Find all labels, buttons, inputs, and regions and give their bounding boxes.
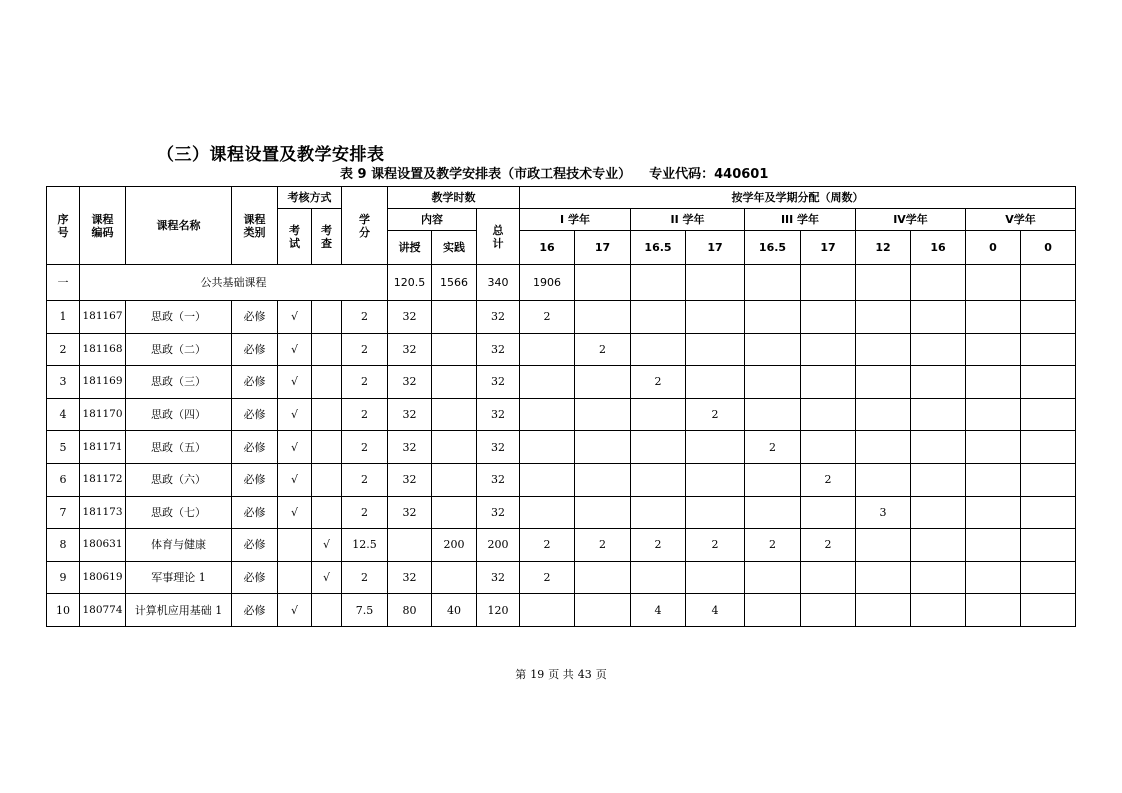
row-seq: 2 — [47, 333, 80, 366]
row-semester-weeks — [520, 496, 575, 529]
row-semester-weeks — [686, 333, 745, 366]
header-exam: 考试 — [278, 209, 312, 265]
row-semester-weeks: 2 — [575, 529, 631, 562]
table-body — [47, 265, 1076, 627]
row-semester-weeks — [575, 561, 631, 594]
row-type: 必修 — [232, 431, 278, 464]
row-semester-weeks — [631, 561, 686, 594]
row-semester-weeks — [856, 561, 911, 594]
row-semester-weeks — [575, 463, 631, 496]
table-row — [47, 333, 1076, 366]
header-week: 16.5 — [631, 231, 686, 265]
row-semester-weeks — [911, 398, 966, 431]
row-code: 181170 — [80, 398, 126, 431]
row-semester-weeks — [911, 561, 966, 594]
row-semester-weeks — [520, 398, 575, 431]
row-credit: 2 — [342, 333, 388, 366]
group-credit: 120.5 — [388, 265, 432, 301]
row-semester-weeks — [801, 301, 856, 334]
row-name: 体育与健康 — [126, 529, 232, 562]
row-practice — [432, 333, 477, 366]
row-semester-weeks: 2 — [520, 529, 575, 562]
header-year-3: III 学年 — [745, 209, 856, 231]
row-semester-weeks — [911, 496, 966, 529]
row-semester-weeks — [575, 366, 631, 399]
row-lecture: 32 — [388, 366, 432, 399]
row-semester-weeks — [631, 431, 686, 464]
row-code: 180619 — [80, 561, 126, 594]
row-name: 思政（二） — [126, 333, 232, 366]
row-check — [312, 431, 342, 464]
header-week: 17 — [801, 231, 856, 265]
header-week: 16 — [911, 231, 966, 265]
row-name: 思政（七） — [126, 496, 232, 529]
row-code: 181172 — [80, 463, 126, 496]
header-week: 16.5 — [745, 231, 801, 265]
row-semester-weeks — [966, 333, 1021, 366]
row-type: 必修 — [232, 496, 278, 529]
row-total: 32 — [477, 463, 520, 496]
row-semester-weeks — [686, 561, 745, 594]
row-semester-weeks — [801, 496, 856, 529]
major-code: 专业代码：440601 — [649, 167, 769, 182]
row-semester-weeks — [631, 496, 686, 529]
row-semester-weeks — [856, 301, 911, 334]
row-semester-weeks — [911, 594, 966, 627]
row-semester-weeks — [745, 496, 801, 529]
table-row — [47, 431, 1076, 464]
row-semester-weeks — [745, 398, 801, 431]
row-check — [312, 333, 342, 366]
row-semester-weeks — [801, 333, 856, 366]
row-lecture: 32 — [388, 463, 432, 496]
header-content: 内容 — [388, 209, 477, 231]
row-semester-weeks — [520, 463, 575, 496]
row-name: 军事理论 1 — [126, 561, 232, 594]
row-semester-weeks — [1021, 463, 1076, 496]
table-row — [47, 463, 1076, 496]
row-check: √ — [312, 529, 342, 562]
row-lecture: 32 — [388, 431, 432, 464]
row-semester-weeks: 3 — [856, 496, 911, 529]
row-type: 必修 — [232, 561, 278, 594]
row-exam: √ — [278, 463, 312, 496]
row-semester-weeks — [911, 431, 966, 464]
row-exam: √ — [278, 398, 312, 431]
row-check: √ — [312, 561, 342, 594]
row-lecture: 32 — [388, 301, 432, 334]
row-credit: 2 — [342, 366, 388, 399]
row-check — [312, 301, 342, 334]
row-semester-weeks — [911, 529, 966, 562]
row-lecture: 80 — [388, 594, 432, 627]
row-credit: 2 — [342, 463, 388, 496]
table-caption-title: 表 9 课程设置及教学安排表（市政工程技术专业） — [340, 167, 632, 182]
row-semester-weeks: 2 — [686, 529, 745, 562]
row-semester-weeks — [801, 398, 856, 431]
row-exam: √ — [278, 496, 312, 529]
row-semester-weeks — [1021, 529, 1076, 562]
row-name: 计算机应用基础 1 — [126, 594, 232, 627]
row-semester-weeks — [1021, 366, 1076, 399]
row-semester-weeks — [745, 594, 801, 627]
row-code: 181168 — [80, 333, 126, 366]
row-practice — [432, 463, 477, 496]
row-seq: 6 — [47, 463, 80, 496]
header-distribution: 按学年及学期分配（周数） — [520, 187, 1076, 209]
row-semester-weeks — [575, 301, 631, 334]
row-semester-weeks — [966, 594, 1021, 627]
table-row — [47, 496, 1076, 529]
row-total: 32 — [477, 431, 520, 464]
row-semester-weeks: 2 — [520, 561, 575, 594]
header-week: 12 — [856, 231, 911, 265]
row-semester-weeks — [1021, 561, 1076, 594]
row-semester-weeks — [966, 463, 1021, 496]
header-total: 总计 — [477, 209, 520, 265]
row-type: 必修 — [232, 301, 278, 334]
row-semester-weeks: 2 — [801, 463, 856, 496]
row-semester-weeks — [520, 594, 575, 627]
header-year-2: II 学年 — [631, 209, 745, 231]
row-seq: 4 — [47, 398, 80, 431]
row-semester-weeks — [686, 301, 745, 334]
row-semester-weeks — [966, 431, 1021, 464]
row-check — [312, 496, 342, 529]
header-week: 0 — [1021, 231, 1076, 265]
row-credit: 12.5 — [342, 529, 388, 562]
row-semester-weeks — [745, 301, 801, 334]
table-caption — [340, 163, 810, 182]
row-exam — [278, 561, 312, 594]
row-code: 181167 — [80, 301, 126, 334]
row-semester-weeks — [911, 301, 966, 334]
row-semester-weeks — [856, 594, 911, 627]
row-exam: √ — [278, 366, 312, 399]
header-check: 考查 — [312, 209, 342, 265]
row-semester-weeks — [856, 333, 911, 366]
header-year-5: V学年 — [966, 209, 1076, 231]
row-practice — [432, 561, 477, 594]
row-semester-weeks: 2 — [575, 333, 631, 366]
row-type: 必修 — [232, 594, 278, 627]
row-semester-weeks — [911, 333, 966, 366]
row-code: 181171 — [80, 431, 126, 464]
row-seq: 3 — [47, 366, 80, 399]
row-semester-weeks — [966, 301, 1021, 334]
row-semester-weeks — [745, 333, 801, 366]
row-semester-weeks — [520, 366, 575, 399]
row-total: 32 — [477, 561, 520, 594]
row-credit: 7.5 — [342, 594, 388, 627]
table-row — [47, 529, 1076, 562]
row-exam — [278, 529, 312, 562]
row-semester-weeks — [575, 496, 631, 529]
row-semester-weeks — [966, 529, 1021, 562]
row-semester-weeks — [966, 561, 1021, 594]
row-seq: 8 — [47, 529, 80, 562]
row-seq: 7 — [47, 496, 80, 529]
row-practice: 200 — [432, 529, 477, 562]
row-name: 思政（五） — [126, 431, 232, 464]
total-pages: 43 — [577, 668, 592, 681]
row-semester-weeks — [1021, 333, 1076, 366]
table-row — [47, 561, 1076, 594]
header-assess: 考核方式 — [278, 187, 342, 209]
row-credit: 2 — [342, 301, 388, 334]
row-lecture — [388, 529, 432, 562]
row-total: 32 — [477, 301, 520, 334]
course-schedule-table — [46, 186, 1076, 627]
row-name: 思政（六） — [126, 463, 232, 496]
header-practice: 实践 — [432, 231, 477, 265]
row-semester-weeks — [686, 496, 745, 529]
row-seq: 10 — [47, 594, 80, 627]
row-semester-weeks — [631, 463, 686, 496]
header-credit: 学分 — [342, 187, 388, 265]
row-total: 32 — [477, 366, 520, 399]
row-name: 思政（一） — [126, 301, 232, 334]
row-semester-weeks — [1021, 301, 1076, 334]
header-course-type: 课程类别 — [232, 187, 278, 265]
row-total: 200 — [477, 529, 520, 562]
row-check — [312, 594, 342, 627]
row-seq: 1 — [47, 301, 80, 334]
row-semester-weeks — [575, 398, 631, 431]
row-exam: √ — [278, 431, 312, 464]
row-semester-weeks — [856, 529, 911, 562]
row-semester-weeks — [631, 398, 686, 431]
row-semester-weeks: 2 — [631, 529, 686, 562]
row-semester-weeks — [1021, 431, 1076, 464]
row-code: 181173 — [80, 496, 126, 529]
row-code: 180631 — [80, 529, 126, 562]
row-semester-weeks — [966, 398, 1021, 431]
row-type: 必修 — [232, 366, 278, 399]
row-semester-weeks — [801, 431, 856, 464]
row-exam: √ — [278, 301, 312, 334]
row-semester-weeks — [911, 366, 966, 399]
row-semester-weeks — [801, 366, 856, 399]
row-semester-weeks — [1021, 496, 1076, 529]
row-practice — [432, 366, 477, 399]
row-semester-weeks — [686, 463, 745, 496]
row-practice — [432, 431, 477, 464]
row-semester-weeks — [1021, 398, 1076, 431]
group-row — [47, 265, 1076, 301]
row-semester-weeks: 2 — [745, 431, 801, 464]
row-lecture: 32 — [388, 561, 432, 594]
table-header — [47, 187, 1076, 265]
row-seq: 5 — [47, 431, 80, 464]
row-semester-weeks — [801, 561, 856, 594]
row-semester-weeks — [631, 333, 686, 366]
row-total: 120 — [477, 594, 520, 627]
header-week: 16 — [520, 231, 575, 265]
group-lecture: 1566 — [432, 265, 477, 301]
row-semester-weeks — [745, 561, 801, 594]
row-semester-weeks — [911, 463, 966, 496]
row-semester-weeks — [631, 301, 686, 334]
row-code: 180774 — [80, 594, 126, 627]
header-course-name: 课程名称 — [126, 187, 232, 265]
row-semester-weeks: 2 — [520, 301, 575, 334]
header-seq: 序号 — [47, 187, 80, 265]
row-credit: 2 — [342, 561, 388, 594]
group-seq: 一 — [47, 265, 80, 301]
row-semester-weeks — [1021, 594, 1076, 627]
group-name: 公共基础课程 — [80, 265, 388, 301]
row-name: 思政（三） — [126, 366, 232, 399]
row-semester-weeks — [575, 431, 631, 464]
row-semester-weeks — [856, 366, 911, 399]
header-week: 0 — [966, 231, 1021, 265]
header-hours: 教学时数 — [388, 187, 520, 209]
row-semester-weeks: 2 — [631, 366, 686, 399]
row-semester-weeks: 2 — [686, 398, 745, 431]
row-lecture: 32 — [388, 496, 432, 529]
table-row — [47, 301, 1076, 334]
row-practice: 40 — [432, 594, 477, 627]
row-semester-weeks — [856, 431, 911, 464]
row-semester-weeks — [856, 398, 911, 431]
row-semester-weeks — [966, 366, 1021, 399]
row-practice — [432, 496, 477, 529]
row-semester-weeks — [575, 594, 631, 627]
header-lecture: 讲授 — [388, 231, 432, 265]
row-total: 32 — [477, 398, 520, 431]
row-credit: 2 — [342, 398, 388, 431]
row-type: 必修 — [232, 398, 278, 431]
row-semester-weeks — [520, 333, 575, 366]
row-semester-weeks — [686, 431, 745, 464]
row-semester-weeks — [801, 594, 856, 627]
row-name: 思政（四） — [126, 398, 232, 431]
row-credit: 2 — [342, 496, 388, 529]
row-seq: 9 — [47, 561, 80, 594]
row-check — [312, 366, 342, 399]
page-footer: 第 19 页 共 43 页 — [515, 668, 607, 681]
row-exam: √ — [278, 594, 312, 627]
row-semester-weeks: 2 — [801, 529, 856, 562]
row-practice — [432, 301, 477, 334]
row-exam: √ — [278, 333, 312, 366]
section-title: （三）课程设置及教学安排表 — [157, 145, 385, 165]
table-row — [47, 366, 1076, 399]
table-row — [47, 398, 1076, 431]
row-total: 32 — [477, 333, 520, 366]
header-week: 17 — [686, 231, 745, 265]
row-semester-weeks — [745, 463, 801, 496]
row-lecture: 32 — [388, 333, 432, 366]
row-semester-weeks — [745, 366, 801, 399]
row-credit: 2 — [342, 431, 388, 464]
row-type: 必修 — [232, 463, 278, 496]
row-lecture: 32 — [388, 398, 432, 431]
header-course-code: 课程编码 — [80, 187, 126, 265]
page-number: 19 — [530, 668, 545, 681]
row-check — [312, 398, 342, 431]
row-code: 181169 — [80, 366, 126, 399]
row-check — [312, 463, 342, 496]
row-type: 必修 — [232, 333, 278, 366]
header-year-4: IV学年 — [856, 209, 966, 231]
row-semester-weeks — [966, 496, 1021, 529]
group-total: 1906 — [520, 265, 575, 301]
group-practice: 340 — [477, 265, 520, 301]
row-total: 32 — [477, 496, 520, 529]
row-type: 必修 — [232, 529, 278, 562]
row-practice — [432, 398, 477, 431]
row-semester-weeks — [520, 431, 575, 464]
row-semester-weeks — [686, 366, 745, 399]
row-semester-weeks: 4 — [686, 594, 745, 627]
header-week: 17 — [575, 231, 631, 265]
table-row — [47, 594, 1076, 627]
row-semester-weeks — [856, 463, 911, 496]
row-semester-weeks: 4 — [631, 594, 686, 627]
row-semester-weeks: 2 — [745, 529, 801, 562]
header-year-1: I 学年 — [520, 209, 631, 231]
